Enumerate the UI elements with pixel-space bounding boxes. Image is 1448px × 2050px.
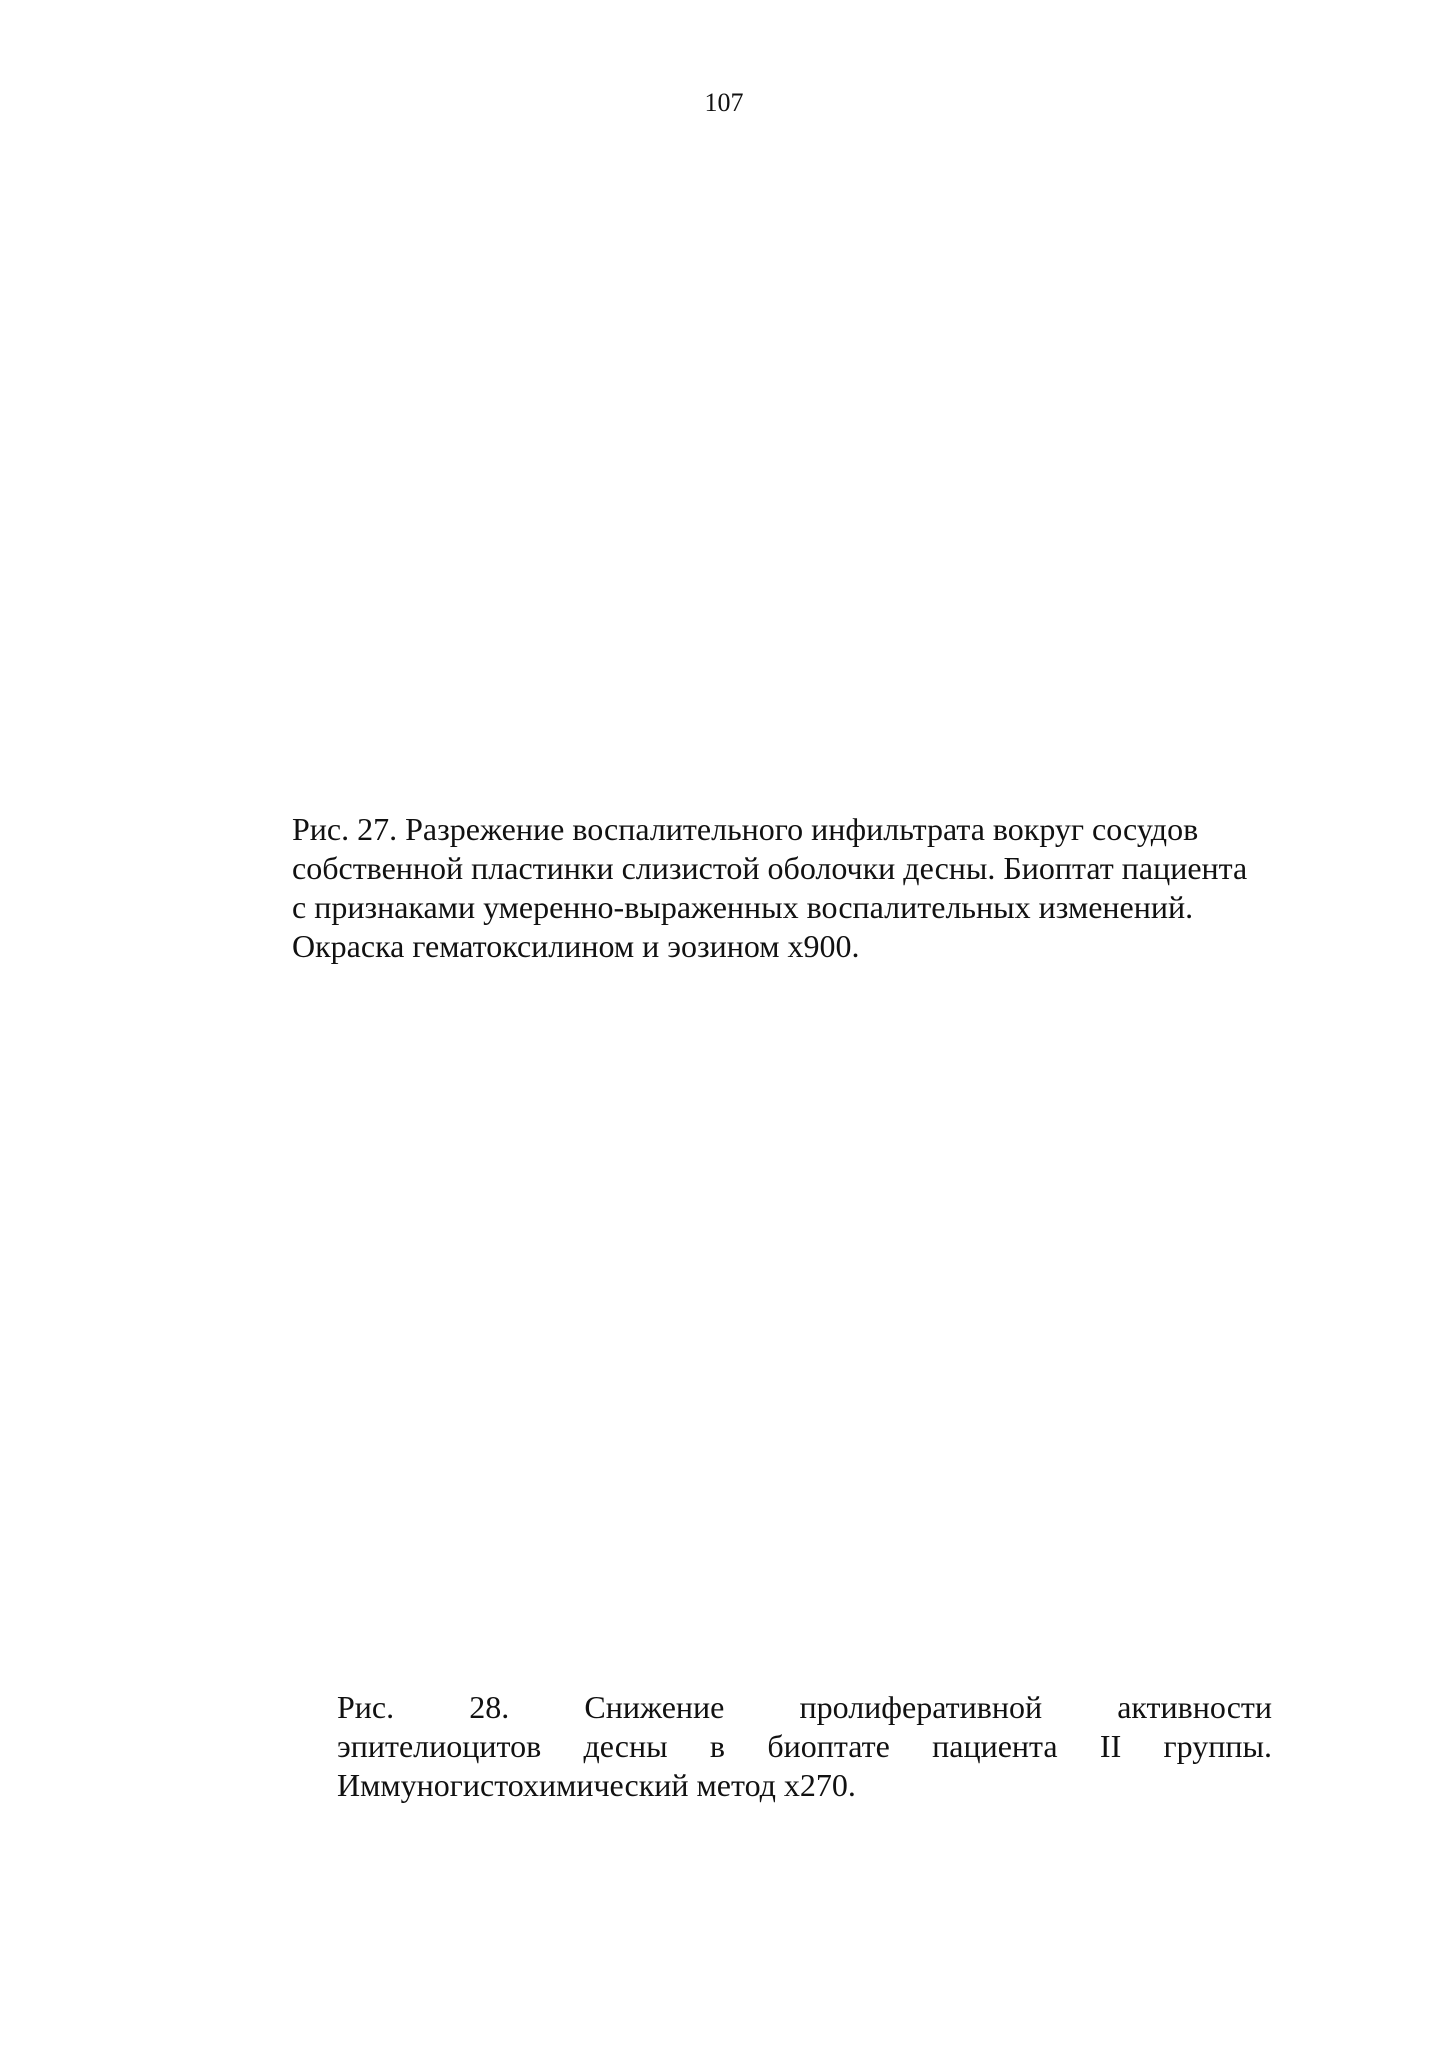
figure-28-image-area [290,1000,1290,1670]
figure-27-caption-line-1: Рис. 27. Разрежение воспалительного инфильтрата вокруг сосудов [292,811,1199,847]
page-number: 107 [704,88,744,117]
figure-28-caption-line-1: Рис. 28. Снижение пролиферативной активности [337,1689,1272,1725]
figure-28-caption [337,1688,1272,1805]
figure-27-caption-line-4: Окраска гематоксилином и эозином х900. [292,928,860,964]
figure-27-image-area [290,150,1290,790]
figure-28-caption-line-3: Иммуногистохимический метод х270. [337,1767,856,1803]
figure-27-caption-line-2: собственной пластинки слизистой оболочки десны. Биоптат пациента [292,850,1248,886]
figure-27-caption-line-3: с признаками умеренно-выраженных воспалительных изменений. [292,889,1194,925]
figure-28-caption-line-2: эпителиоцитов десны в биоптате пациента II группы. [337,1728,1272,1764]
figure-27-caption [292,810,1352,966]
